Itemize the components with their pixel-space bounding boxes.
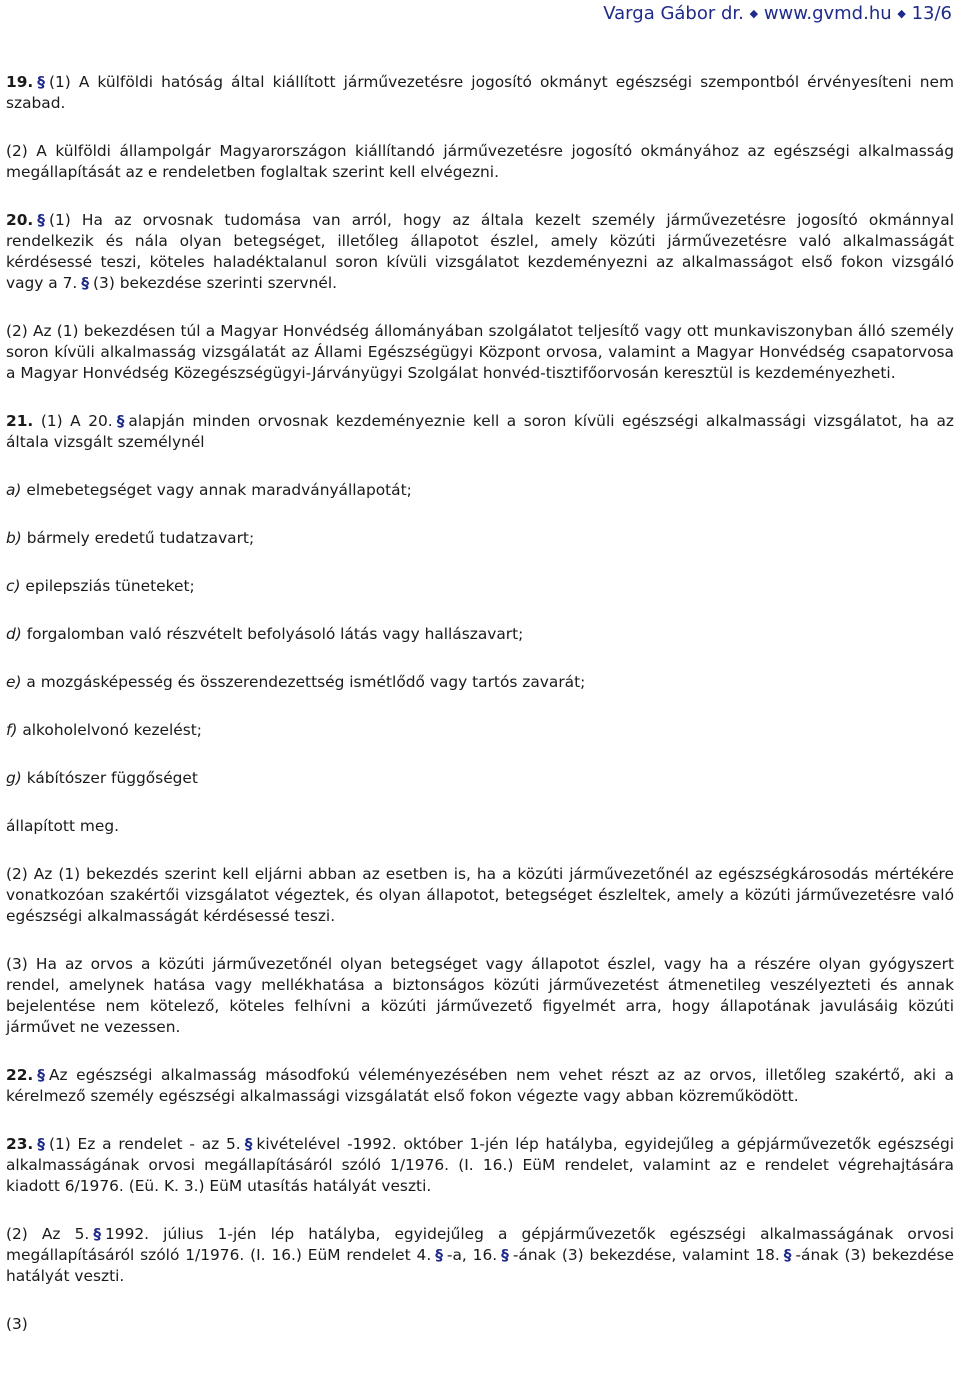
section-sign-icon: § <box>37 211 45 229</box>
section-19-paragraph-2: (2) A külföldi állampolgár Magyarországon kiállítandó járművezetésre jogosító okmányához az egészségi alkalmasság megállapítását az e rendeletben foglaltak szerint kell elvégezni. <box>6 142 954 181</box>
list-item <box>6 624 954 645</box>
list-letter: c) <box>6 577 21 595</box>
paragraph-text: (3) bekezdése szerinti szervnél. <box>93 274 338 292</box>
author-name: Varga Gábor dr. <box>603 3 744 24</box>
section-sign-icon: § <box>37 73 45 91</box>
section-sign-icon: § <box>37 1135 45 1153</box>
list-item-text: elmebetegséget vagy annak maradványállapotát; <box>26 481 412 499</box>
section-23-paragraph-2 <box>6 1224 954 1287</box>
section-number: 23. <box>6 1135 34 1153</box>
section-19-paragraph-1 <box>6 72 954 114</box>
list-letter: b) <box>6 529 22 547</box>
paragraph-text: (1) Ez a rendelet - az 5. <box>48 1135 241 1153</box>
section-sign-icon: § <box>116 412 125 430</box>
section-22-paragraph <box>6 1065 954 1107</box>
section-sign-icon: § <box>37 1066 45 1084</box>
section-20-paragraph-1 <box>6 210 954 294</box>
section-21-paragraph-3: (3) Ha az orvos a közúti járművezetőnél olyan betegséget vagy állapotot észlel, vagy ha a részére olyan gyógyszert rendel, amelynek hatása vagy mellékhatása a biztonságos közúti járművezetést átmenetileg veszélyezteti és annak bejelentése nem kötelező, köteles felhívni a közúti járművezető figyelmét arra, hogy állapotának javulásáig közúti járművet ne vezessen. <box>6 955 954 1036</box>
paragraph-text: (1) Ha az orvosnak tudomása van arról, hogy az általa kezelt személy járművezetésre jogosító okmánnyal rendelkezik és nála olyan betegséget, illetőleg állapotot észlel, amely közúti járművezetésre való alkalmasságát kérdésessé teszi, köteles haladéktalanul soron kívüli vizsgálatot kezdeményezni az alkalmasságot első fokon vizsgáló vagy a 7. <box>6 211 954 292</box>
list-item <box>6 720 954 741</box>
section-20-paragraph-2: (2) Az (1) bekezdésen túl a Magyar Honvédség állományában szolgálatot teljesítő vagy ott munkaviszonyban álló személy soron kívüli alkalmasság vizsgálatát az Állami Egészségügyi Központ orvosa, valamint a Magyar Honvédség csapatorvosa a Magyar Honvédség Közegészségügyi-Járványügyi Szolgálat honvéd-tisztifőorvosán keresztül is kezdeményezheti. <box>6 322 954 382</box>
list-item-text: a mozgásképesség és összerendezettség ismétlődő vagy tartós zavarát; <box>26 673 586 691</box>
page-number: 13/6 <box>911 3 952 24</box>
section-21-paragraph-2: (2) Az (1) bekezdés szerint kell eljárni abban az esetben is, ha a közúti járművezetőnél az egészségkárosodás mértékére vonatkozóan szakértői vizsgálatot végeztek, és olyan állapotot, betegséget észleltek, amely a közúti járművezetésre való egészségi alkalmasságát kérdésessé teszi. <box>6 865 954 925</box>
section-number: 20. <box>6 211 34 229</box>
list-item-text: kábítószer függőséget <box>26 769 198 787</box>
list-letter: f) <box>6 721 18 739</box>
list-item-text: alkoholelvonó kezelést; <box>22 721 202 739</box>
list-item <box>6 768 954 789</box>
paragraph-text: (1) A 20. <box>40 412 113 430</box>
list-item <box>6 528 954 549</box>
section-number: 21. <box>6 412 34 430</box>
list-letter: d) <box>6 625 22 643</box>
section-21-paragraph-1 <box>6 411 954 453</box>
section-23-paragraph-1 <box>6 1134 954 1197</box>
paragraph-text: -a, 16. <box>446 1246 498 1264</box>
paragraph-text: alapján minden orvosnak kezdeményeznie kell a soron kívüli egészségi alkalmassági vizsgálatot, ha az általa vizsgált személynél <box>6 412 954 451</box>
section-sign-icon: § <box>244 1135 253 1153</box>
document-body <box>6 72 954 1362</box>
page-header <box>603 2 952 26</box>
section-sign-icon: § <box>435 1246 443 1264</box>
paragraph-text: kivételével -1992. október 1-jén lép hatályba, egyidejűleg a gépjárművezetők egészségi alkalmasságának orvosi megállapításáról szóló 1/1976. (I. 16.) EüM rendelet, valamint az e rendelet végrehajtására kiadott 6/1976. (Eü. K. 3.) EüM utasítás hatályát veszti. <box>6 1135 954 1195</box>
section-sign-icon: § <box>81 274 90 292</box>
diamond-icon: ◆ <box>897 7 906 20</box>
paragraph-text: (2) Az 5. <box>6 1225 90 1243</box>
list-item-text: forgalomban való részvételt befolyásoló látás vagy hallászavart; <box>26 625 524 643</box>
list-item <box>6 576 954 597</box>
list-item-text: bármely eredetű tudatzavart; <box>26 529 255 547</box>
list-letter: a) <box>6 481 22 499</box>
paragraph-text: 1992. július 1-jén lép hatályba, egyidejűleg a gépjárművezetők egészségi alkalmasságának orvosi megállapításáról szóló 1/1976. (I. 16.) EüM rendelet 4. <box>6 1225 954 1264</box>
paragraph-text: Az egészségi alkalmasság másodfokú véleményezésében nem vehet részt az az orvos, illetőleg szakértő, aki a kérelmező személy egészségi alkalmassági vizsgálatát első fokon végezte vagy abban közreműködött. <box>6 1066 954 1105</box>
section-sign-icon: § <box>783 1246 792 1264</box>
paragraph-text: (1) A külföldi hatóság által kiállított járművezetésre jogosító okmányt egészségi szempontból érvényesíteni nem szabad. <box>6 73 954 112</box>
list-letter: g) <box>6 769 22 787</box>
section-number: 19. <box>6 73 34 91</box>
section-23-paragraph-3: (3) <box>6 1315 28 1333</box>
list-item-text: epilepsziás tüneteket; <box>25 577 195 595</box>
section-number: 22. <box>6 1066 34 1084</box>
section-21-closing: állapított meg. <box>6 817 119 835</box>
paragraph-text: -ának (3) bekezdése hatályát veszti. <box>6 1246 954 1285</box>
list-item <box>6 480 954 501</box>
diamond-icon: ◆ <box>749 7 759 20</box>
section-sign-icon: § <box>93 1225 102 1243</box>
list-letter: e) <box>6 673 22 691</box>
paragraph-text: -ának (3) bekezdése, valamint 18. <box>512 1246 780 1264</box>
list-item <box>6 672 954 693</box>
section-sign-icon: § <box>501 1246 509 1264</box>
website-link[interactable]: www.gvmd.hu <box>763 3 892 24</box>
